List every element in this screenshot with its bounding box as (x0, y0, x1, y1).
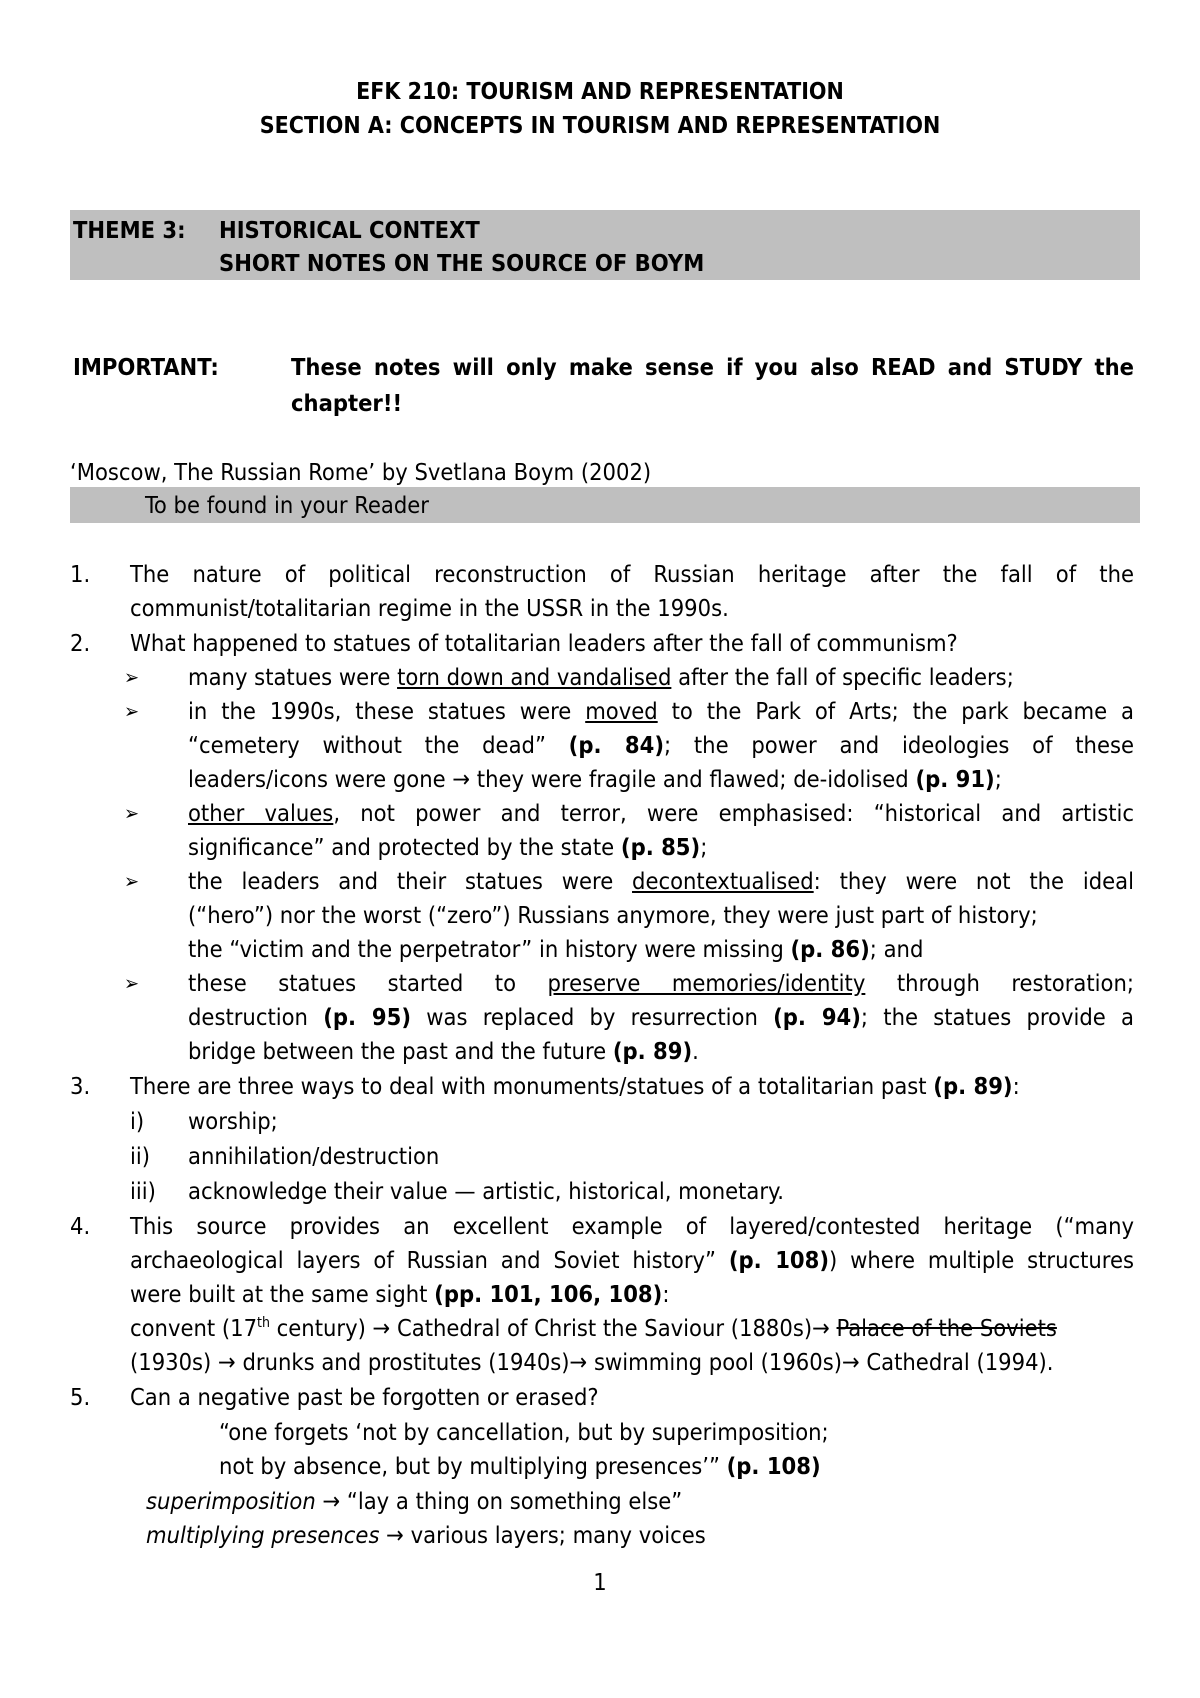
source-location: To be found in your Reader (145, 491, 429, 519)
section-title: SECTION A: CONCEPTS IN TOURISM AND REPRESENTATION (259, 113, 941, 139)
item-2-text: What happened to statues of totalitarian leaders after the fall of communism? (130, 629, 958, 657)
bullet-1-line: many statues were torn down and vandalised after the fall of specific leaders; (188, 663, 1014, 691)
bullet-4-line: the leaders and their statues were decontextualised: they were not the ideal (188, 867, 1134, 895)
bullet-3-line: significance” and protected by the state (p. 85); (188, 833, 708, 861)
way-worship: worship; (188, 1107, 278, 1135)
item-3-text: There are three ways to deal with monuments/statues of a totalitarian past (p. 89): (130, 1072, 1020, 1100)
definition-line: superimposition → “lay a thing on something else” (146, 1487, 683, 1515)
bullet-4-line: the “victim and the perpetrator” in history were missing (p. 86); and (188, 935, 924, 963)
page-number: 1 (593, 1568, 607, 1596)
bullet-2-line: “cemetery without the dead” (p. 84); the power and ideologies of these (188, 731, 1134, 759)
roman-numeral: ii) (130, 1142, 151, 1170)
bullet-5-line: destruction (p. 95) was replaced by resurrection (p. 94); the statues provide a (188, 1003, 1134, 1031)
arrow-bullet-icon: ➢ (124, 801, 140, 825)
item-number: 5. (70, 1383, 91, 1411)
theme-subtitle: SHORT NOTES ON THE SOURCE OF BOYM (219, 249, 705, 277)
bullet-3-line: other values, not power and terror, were emphasised: “historical and artistic (188, 799, 1134, 827)
course-title: EFK 210: TOURISM AND REPRESENTATION (356, 79, 844, 105)
theme-label: THEME 3: (73, 216, 186, 244)
quote-line: “one forgets ‘not by cancellation, but by superimposition; (219, 1418, 829, 1446)
item-4-line: archaeological layers of Russian and Soviet history” (p. 108)) where multiple structures (130, 1246, 1134, 1274)
bullet-2-line: leaders/icons were gone → they were fragile and flawed; de-idolised (p. 91); (188, 765, 1002, 793)
item-4-line: convent (17th century) → Cathedral of Christ the Saviour (1880s)→ Palace of the Soviets (130, 1314, 1057, 1342)
important-label: IMPORTANT: (73, 353, 219, 381)
theme-title: HISTORICAL CONTEXT (219, 216, 480, 244)
bullet-4-line: (“hero”) nor the worst (“zero”) Russians anymore, they were just part of history; (188, 901, 1038, 929)
item-4-line: (1930s) → drunks and prostitutes (1940s)→ swimming pool (1960s)→ Cathedral (1994). (130, 1348, 1054, 1376)
important-text-line2: chapter!! (291, 389, 403, 417)
bullet-5-line: these statues started to preserve memories/identity through restoration; (188, 969, 1134, 997)
arrow-bullet-icon: ➢ (124, 699, 140, 723)
way-annihilation: annihilation/destruction (188, 1142, 440, 1170)
item-number: 3. (70, 1072, 91, 1100)
roman-numeral: iii) (130, 1177, 156, 1205)
bullet-5-line: bridge between the past and the future (p. 89). (188, 1037, 699, 1065)
item-number: 4. (70, 1212, 91, 1240)
item-4-line: were built at the same sight (pp. 101, 106, 108): (130, 1280, 670, 1308)
bullet-2-line: in the 1990s, these statues were moved to the Park of Arts; the park became a (188, 697, 1134, 725)
item-4-line: This source provides an excellent example of layered/contested heritage (“many (130, 1212, 1134, 1240)
arrow-bullet-icon: ➢ (124, 869, 140, 893)
arrow-bullet-icon: ➢ (124, 665, 140, 689)
item-5-text: Can a negative past be forgotten or erased? (130, 1383, 599, 1411)
quote-line: not by absence, but by multiplying presences’” (p. 108) (219, 1452, 821, 1480)
arrow-bullet-icon: ➢ (124, 971, 140, 995)
item-1-line: communist/totalitarian regime in the USSR in the 1990s. (130, 594, 729, 622)
definition-line: multiplying presences → various layers; many voices (146, 1521, 706, 1549)
way-acknowledge: acknowledge their value — artistic, historical, monetary. (188, 1177, 784, 1205)
source-title: ‘Moscow, The Russian Rome’ by Svetlana Boym (2002) (70, 458, 652, 486)
roman-numeral: i) (130, 1107, 145, 1135)
important-text-line1: These notes will only make sense if you also READ and STUDY the (291, 353, 1134, 381)
item-1-line: The nature of political reconstruction of Russian heritage after the fall of the (130, 560, 1134, 588)
item-number: 1. (70, 560, 91, 588)
item-number: 2. (70, 629, 91, 657)
